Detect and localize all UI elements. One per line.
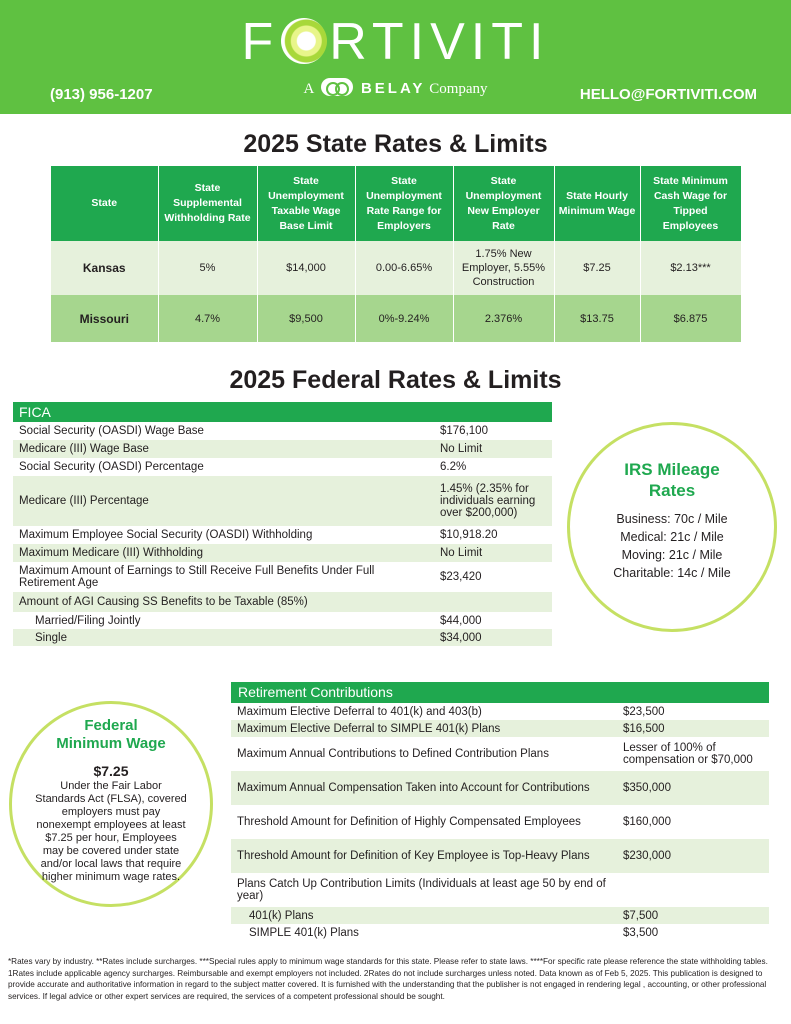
table-row xyxy=(231,907,769,924)
table-cell: $2.13*** xyxy=(640,241,741,295)
col-header: State Hourly Minimum Wage xyxy=(554,166,640,241)
row-value xyxy=(434,592,552,612)
col-header: State Unemployment Taxable Wage Base Limit xyxy=(257,166,355,241)
table-cell: 0%-9.24% xyxy=(355,295,453,342)
row-label: Maximum Elective Deferral to 401(k) and 403(b) xyxy=(237,705,482,718)
table-row xyxy=(231,703,769,720)
row-value: $44,000 xyxy=(440,614,482,627)
table-row xyxy=(51,295,741,342)
mileage-title xyxy=(570,459,774,501)
table-cell: 2.376% xyxy=(453,295,554,342)
tagline-pre: A xyxy=(303,81,314,97)
tagline-post: Company xyxy=(429,81,488,97)
mileage-item: Business: 70c / Mile xyxy=(616,512,728,526)
col-header: State xyxy=(51,166,158,241)
mileage-list xyxy=(570,510,774,582)
table-cell: $13.75 xyxy=(554,295,640,342)
mileage-title-line: Rates xyxy=(648,481,696,500)
row-label: Married/Filing Jointly xyxy=(35,614,141,627)
tagline-brand: BELAY xyxy=(360,80,426,97)
logo-o-mark-icon xyxy=(281,18,327,64)
table-cell: Kansas xyxy=(51,241,158,295)
row-label: Maximum Elective Deferral to SIMPLE 401(k) Plans xyxy=(231,720,617,737)
row-value: $3,500 xyxy=(623,926,659,939)
col-header: State Minimum Cash Wage for Tipped Employees xyxy=(640,166,741,241)
row-value: No Limit xyxy=(434,440,552,458)
row-label: Threshold Amount for Definition of Highly Compensated Employees xyxy=(237,816,581,828)
table-row xyxy=(13,458,552,476)
table-row xyxy=(231,720,769,737)
mileage-title-line: IRS Mileage xyxy=(624,460,720,479)
belay-logo-icon xyxy=(321,78,353,96)
row-value: $350,000 xyxy=(617,771,769,805)
mileage-item: Medical: 21c / Mile xyxy=(620,530,724,544)
table-cell: $9,500 xyxy=(257,295,355,342)
row-label: Amount of AGI Causing SS Benefits to be Taxable (85%) xyxy=(13,592,434,612)
state-table-header-row xyxy=(51,166,741,241)
retirement-header: Retirement Contributions xyxy=(231,682,769,703)
table-cell: $6.875 xyxy=(640,295,741,342)
retirement-table xyxy=(231,703,769,941)
table-row xyxy=(13,476,552,526)
row-label: Threshold Amount for Definition of Key Employee is Top-Heavy Plans xyxy=(231,839,617,873)
table-row xyxy=(13,629,552,646)
mileage-item: Charitable: 14c / Mile xyxy=(613,566,731,580)
row-value: 1.45% (2.35% for individuals earning over $200,000) xyxy=(434,476,552,526)
row-value: $23,420 xyxy=(440,571,482,583)
header-banner xyxy=(0,0,791,114)
minwage-description: Under the Fair Labor Standards Act (FLSA), covered employers must pay nonexempt employees at least $7.25 per hour, Employees may be covered under state and/or local laws that require higher minimum wage rates. xyxy=(35,780,187,883)
table-row xyxy=(13,526,552,544)
table-row xyxy=(13,592,552,612)
fica-header: FICA xyxy=(13,402,552,422)
table-cell: 4.7% xyxy=(158,295,257,342)
table-row xyxy=(231,771,769,805)
row-value: No Limit xyxy=(434,544,552,562)
col-header: State Supplemental Withholding Rate xyxy=(158,166,257,241)
fortiviti-logo xyxy=(0,12,791,72)
table-row xyxy=(231,737,769,771)
row-label: Maximum Annual Compensation Taken into Account for Contributions xyxy=(231,771,617,805)
row-value: $34,000 xyxy=(434,629,552,646)
table-cell: 5% xyxy=(158,241,257,295)
table-row xyxy=(13,612,552,629)
row-label: Maximum Amount of Earnings to Still Receive Full Benefits Under Full Retirement Age xyxy=(19,565,375,589)
table-cell: 1.75% New Employer, 5.55% Construction xyxy=(453,241,554,295)
footnote: *Rates vary by industry. **Rates include surcharges. ***Special rules apply to minimum wage standards for this state. Please refer to state laws. ****For specific rate please reference the state withholding tables. 1Rates include applicable agency surcharges. Reimbursable and exempt employers not included. 2Rates do not include surcharges unless noted. Data known as of Feb 5, 2025. This publication is designed to provide accurate and authoritative information in regard to the subject matter covered. It is furnished with the understanding that the publisher is not engaged in rendering legal , accounting, or other professional services. If legal advice or other expert services are required, the services of a competent professional should be sought. xyxy=(8,957,768,1001)
row-value xyxy=(617,873,769,907)
table-cell: 0.00-6.65% xyxy=(355,241,453,295)
table-row xyxy=(13,544,552,562)
row-value: 6.2% xyxy=(440,461,467,473)
row-value: $160,000 xyxy=(623,816,671,828)
col-header: State Unemployment New Employer Rate xyxy=(453,166,554,241)
table-row xyxy=(13,440,552,458)
row-value: $23,500 xyxy=(623,705,665,718)
minwage-title-line: Federal xyxy=(84,717,138,734)
federal-minimum-wage-circle xyxy=(9,701,213,907)
col-header: State Unemployment Rate Range for Employers xyxy=(355,166,453,241)
row-value: $176,100 xyxy=(440,425,488,437)
table-row xyxy=(13,422,552,440)
logo-text-start: F xyxy=(241,13,280,71)
row-label: Social Security (OASDI) Wage Base xyxy=(19,425,204,437)
row-label: Maximum Medicare (III) Withholding xyxy=(13,544,434,562)
table-cell: Missouri xyxy=(51,295,158,342)
mileage-item: Moving: 21c / Mile xyxy=(621,548,723,562)
table-row xyxy=(13,562,552,592)
state-section-title: 2025 State Rates & Limits xyxy=(243,130,548,158)
state-rates-table xyxy=(51,166,742,342)
row-label: 401(k) Plans xyxy=(231,907,617,924)
row-value: $10,918.20 xyxy=(440,529,498,541)
email-address[interactable]: HELLO@FORTIVITI.COM xyxy=(579,86,757,103)
minwage-amount: $7.25 xyxy=(93,763,129,779)
row-value: Lesser of 100% of compensation or $70,000 xyxy=(623,742,753,766)
table-row xyxy=(231,924,769,941)
table-cell: $14,000 xyxy=(257,241,355,295)
row-value: $16,500 xyxy=(617,720,769,737)
row-label: Plans Catch Up Contribution Limits (Individuals at least age 50 by end of year) xyxy=(237,878,606,902)
logo-text-end: RTIVITI xyxy=(329,13,550,71)
row-label: Medicare (III) Wage Base xyxy=(13,440,434,458)
row-label: SIMPLE 401(k) Plans xyxy=(249,926,359,939)
table-row xyxy=(51,241,741,295)
federal-section-title: 2025 Federal Rates & Limits xyxy=(229,366,562,394)
row-value: $230,000 xyxy=(617,839,769,873)
irs-mileage-circle xyxy=(567,422,777,632)
row-value: $7,500 xyxy=(617,907,769,924)
table-row xyxy=(231,839,769,873)
table-row xyxy=(231,873,769,907)
row-label: Single xyxy=(13,629,434,646)
row-label: Medicare (III) Percentage xyxy=(13,476,434,526)
table-cell: $7.25 xyxy=(554,241,640,295)
minwage-title-line: Minimum Wage xyxy=(56,735,166,752)
row-label: Maximum Employee Social Security (OASDI) Withholding xyxy=(19,529,313,541)
minwage-title xyxy=(12,717,210,753)
fica-table xyxy=(13,422,552,646)
table-row xyxy=(231,805,769,839)
row-label: Social Security (OASDI) Percentage xyxy=(19,461,204,473)
row-label: Maximum Annual Contributions to Defined Contribution Plans xyxy=(237,748,549,760)
phone-number[interactable]: (913) 956-1207 xyxy=(50,86,153,103)
